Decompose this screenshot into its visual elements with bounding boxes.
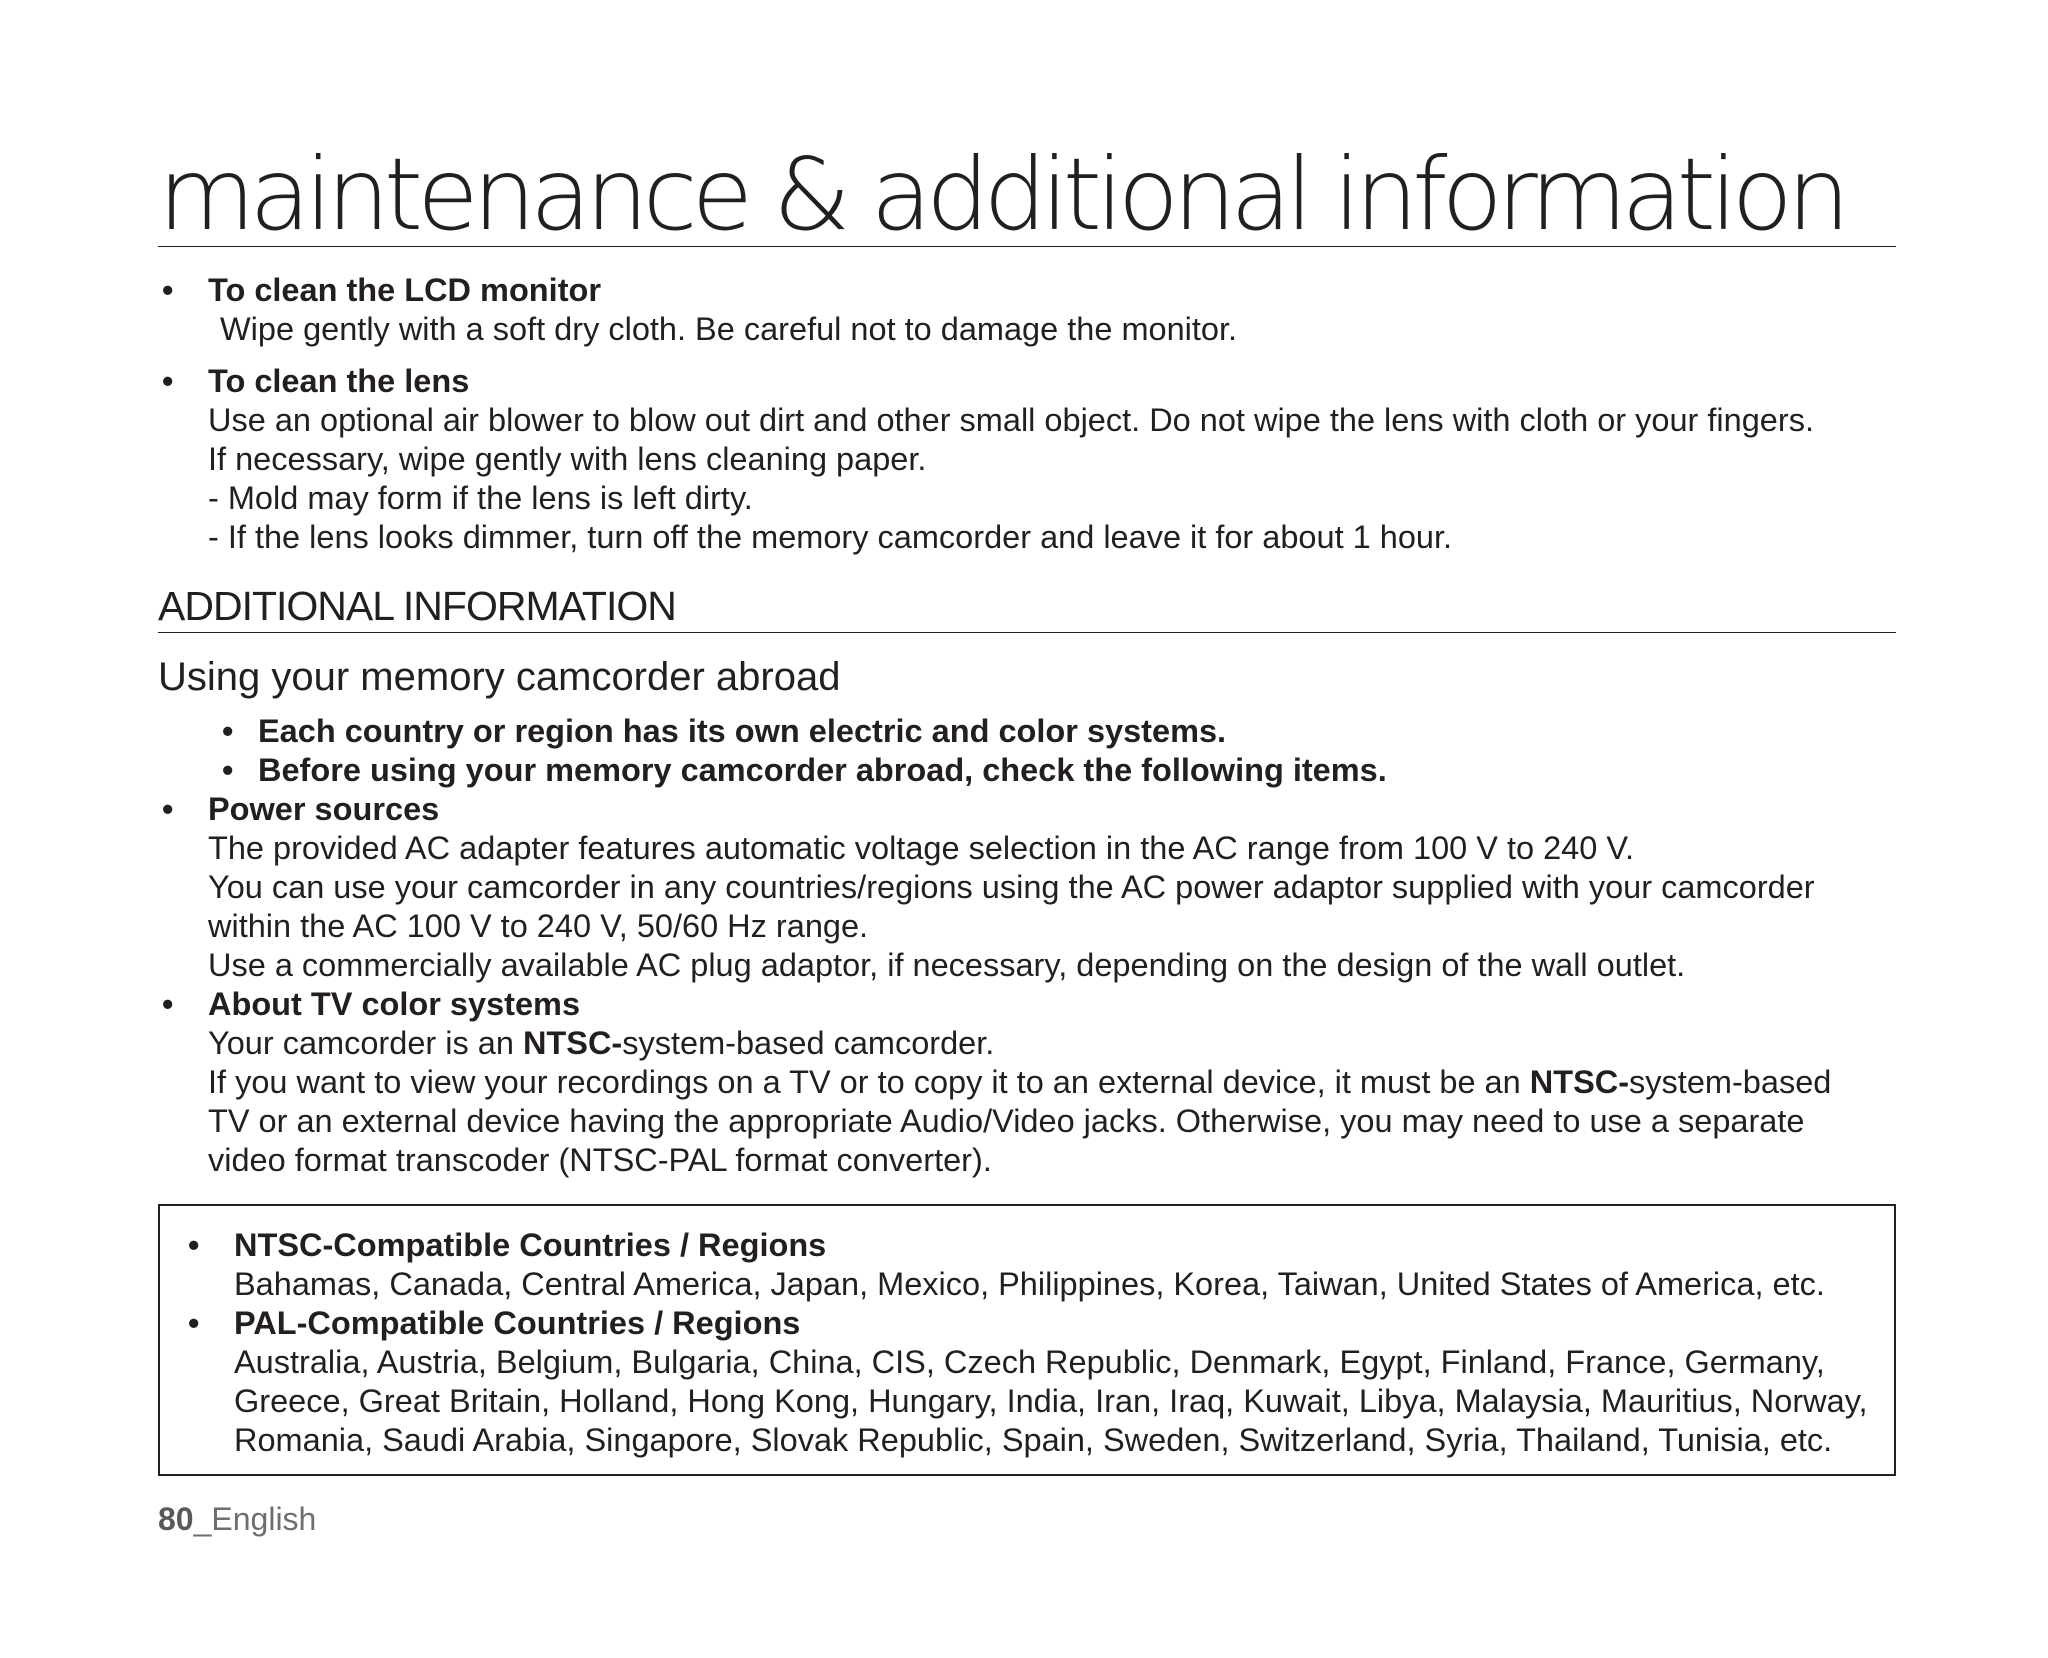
bullet-icon: • <box>188 1227 200 1263</box>
lens-cleaning-heading-text: To clean the lens <box>208 363 470 399</box>
abroad-bullet <box>208 712 1387 751</box>
bullet-icon: • <box>162 272 174 308</box>
abroad-bullet-text: Before using your memory camcorder abroad, check the following items. <box>258 752 1387 788</box>
bullet-icon: • <box>188 1305 200 1341</box>
lcd-cleaning-text: Wipe gently with a soft dry cloth. Be careful not to damage the monitor. <box>220 311 1238 347</box>
compatibility-list <box>184 1226 1868 1460</box>
lcd-cleaning-item <box>158 271 1938 349</box>
lcd-cleaning-heading <box>158 271 1938 310</box>
pal-heading <box>184 1304 1868 1343</box>
lens-cleaning-line: If necessary, wipe gently with lens cleaning paper. <box>208 441 927 477</box>
ntsc-heading-text: NTSC-Compatible Countries / Regions <box>234 1227 827 1263</box>
pal-heading-text: PAL-Compatible Countries / Regions <box>234 1305 801 1341</box>
section-divider <box>158 632 1896 633</box>
tv-color-systems-line <box>158 1024 1938 1063</box>
tv-text: system-based <box>1629 1064 1832 1100</box>
sub-heading: Using your memory camcorder abroad <box>158 655 841 699</box>
ntsc-countries: Bahamas, Canada, Central America, Japan, Mexico, Philippines, Korea, Taiwan, United States of America, etc. <box>234 1266 1825 1302</box>
lens-cleaning-item <box>158 362 1938 557</box>
tv-color-systems-item <box>158 985 1938 1180</box>
power-sources-line: within the AC 100 V to 240 V, 50/60 Hz range. <box>208 908 869 944</box>
lcd-cleaning-heading-text: To clean the LCD monitor <box>208 272 602 308</box>
tv-color-systems-line: TV or an external device having the appropriate Audio/Video jacks. Otherwise, you may need to use a separate <box>208 1103 1805 1139</box>
ntsc-heading <box>184 1226 1868 1265</box>
title-divider <box>158 246 1896 247</box>
abroad-bullet <box>208 751 1387 790</box>
footer-language: _English <box>193 1501 317 1537</box>
ntsc-emphasis: NTSC- <box>522 1025 623 1061</box>
lens-cleaning-heading <box>158 362 1938 401</box>
tv-text: Your camcorder is an <box>208 1025 523 1061</box>
tv-color-systems-line <box>158 1063 1938 1102</box>
page-footer <box>158 1500 316 1538</box>
tv-color-systems-line: video format transcoder (NTSC-PAL format converter). <box>208 1142 992 1178</box>
section-heading: ADDITIONAL INFORMATION <box>158 583 676 629</box>
lens-cleaning-note: - If the lens looks dimmer, turn off the memory camcorder and leave it for about 1 hour. <box>208 519 1453 555</box>
pal-countries: Greece, Great Britain, Holland, Hong Kong, Hungary, India, Iran, Iraq, Kuwait, Libya, Malaysia, Mauritius, Norway, <box>234 1383 1868 1419</box>
abroad-bullet-text: Each country or region has its own electric and color systems. <box>258 713 1227 749</box>
tv-color-systems-heading <box>158 985 1938 1024</box>
page-number: 80 <box>158 1501 194 1537</box>
tv-text: system-based camcorder. <box>622 1025 995 1061</box>
power-sources-line: You can use your camcorder in any countries/regions using the AC power adaptor supplied with your camcorder <box>208 869 1815 905</box>
bullet-icon: • <box>222 713 234 749</box>
abroad-bullet-list <box>208 712 1387 790</box>
pal-countries: Romania, Saudi Arabia, Singapore, Slovak Republic, Spain, Sweden, Switzerland, Syria, Thailand, Tunisia, etc. <box>234 1422 1833 1458</box>
bullet-icon: • <box>162 986 174 1022</box>
power-sources-line: Use a commercially available AC plug adaptor, if necessary, depending on the design of the wall outlet. <box>208 947 1686 983</box>
tv-text: If you want to view your recordings on a TV or to copy it to an external device, it must be an <box>208 1064 1530 1100</box>
power-sources-heading <box>158 790 1938 829</box>
lens-cleaning-line: Use an optional air blower to blow out dirt and other small object. Do not wipe the lens with cloth or your fingers. <box>208 402 1814 438</box>
bullet-icon: • <box>222 752 234 788</box>
power-sources-line: The provided AC adapter features automatic voltage selection in the AC range from 100 V to 240 V. <box>208 830 1635 866</box>
tv-color-systems-heading-text: About TV color systems <box>208 986 581 1022</box>
compatibility-box <box>158 1204 1896 1476</box>
power-sources-heading-text: Power sources <box>208 791 440 827</box>
ntsc-emphasis: NTSC- <box>1529 1064 1630 1100</box>
bullet-icon: • <box>162 363 174 399</box>
pal-countries: Australia, Austria, Belgium, Bulgaria, China, CIS, Czech Republic, Denmark, Egypt, Finland, France, Germany, <box>234 1344 1825 1380</box>
bullet-icon: • <box>162 791 174 827</box>
lens-cleaning-note: - Mold may form if the lens is left dirty. <box>208 480 753 516</box>
power-sources-item <box>158 790 1938 985</box>
page-title: maintenance & additional information <box>158 136 1845 253</box>
